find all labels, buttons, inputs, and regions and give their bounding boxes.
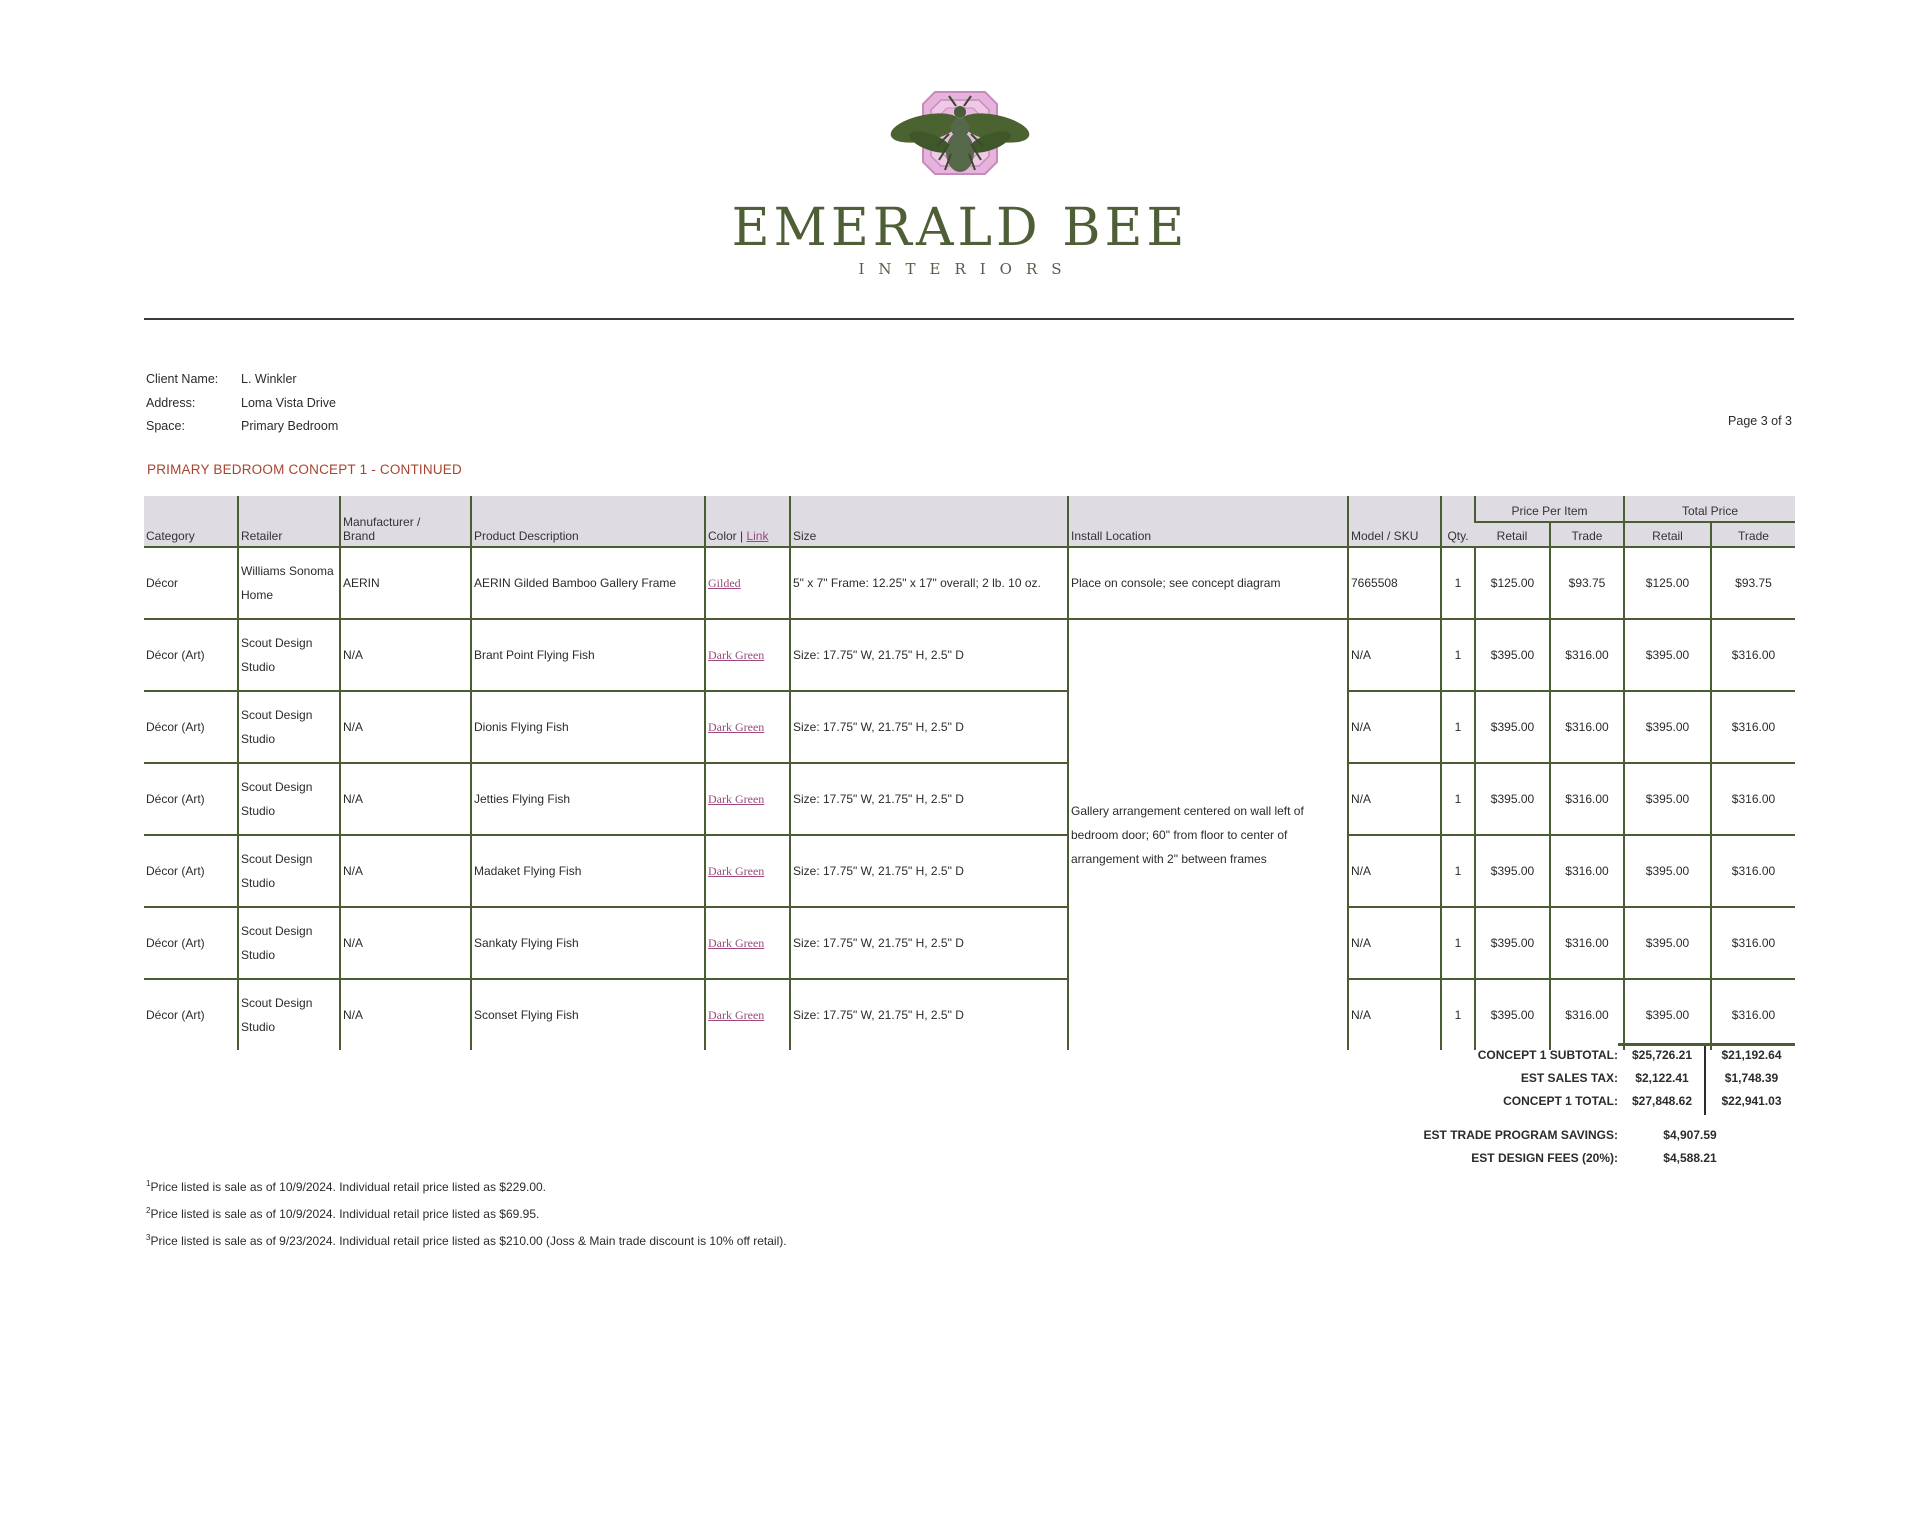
footnote [146,1226,787,1253]
cell-trade: $316.00 [1550,691,1624,763]
cell-brand: N/A [340,763,471,835]
product-table [144,496,1795,1050]
sales-tax-trade: $1,748.39 [1724,1071,1779,1085]
footnote-text: Price listed is sale as of 10/9/2024. Individual retail price listed as $69.95. [150,1207,540,1221]
savings-label: EST TRADE PROGRAM SAVINGS: [1423,1128,1618,1142]
cell-total-trade: $316.00 [1711,691,1795,763]
cell-retailer: Scout Design Studio [238,835,340,907]
cell-size: 5" x 7" Frame: 12.25" x 17" overall; 2 lb. 10 oz. [790,547,1068,619]
brand-name: EMERALD BEE [731,198,1189,258]
cell-retail: $125.00 [1475,547,1550,619]
cell-category: Décor [144,547,238,619]
cell-category: Décor (Art) [144,907,238,979]
header-description: Product Description [471,496,705,547]
cell-model: N/A [1348,835,1441,907]
cell-total-trade: $316.00 [1711,907,1795,979]
totals-divider [1704,1046,1706,1115]
header-total-trade: Trade [1711,522,1795,547]
brand-logo [0,88,1920,288]
header-category: Category [144,496,238,547]
cell-total-retail: $395.00 [1624,691,1711,763]
cell-model: 7665508 [1348,547,1441,619]
cell-retailer: Scout Design Studio [238,763,340,835]
bee-gem-logo-icon [885,88,1035,198]
cell-retailer: Scout Design Studio [238,619,340,691]
subtotal-retail: $25,726.21 [1631,1048,1693,1062]
cell-total-retail: $395.00 [1624,763,1711,835]
cell-retail: $395.00 [1475,979,1550,1050]
header-color-label: Color | [708,529,747,543]
table-row [144,619,1795,691]
cell-description: AERIN Gilded Bamboo Gallery Frame [471,547,705,619]
cell-model: N/A [1348,691,1441,763]
cell-retailer: Williams Sonoma Home [238,547,340,619]
footnote-text: Price listed is sale as of 10/9/2024. Individual retail price listed as $229.00. [150,1180,547,1194]
cell-model: N/A [1348,763,1441,835]
cell-qty: 1 [1441,619,1475,691]
footnote-mark: 1 [146,1179,151,1188]
cell-description: Sankaty Flying Fish [471,907,705,979]
cell-total-retail: $395.00 [1624,835,1711,907]
cell-retail: $395.00 [1475,835,1550,907]
cell-model: N/A [1348,979,1441,1050]
cell-category: Décor (Art) [144,763,238,835]
footnote-text: Price listed is sale as of 9/23/2024. Individual retail price listed as $210.00 (Joss & Main trade discount is 10% off retail). [150,1234,787,1248]
table-row [144,763,1795,835]
cell-size: Size: 17.75" W, 21.75" H, 2.5" D [790,763,1068,835]
header-qty: Qty. [1441,496,1475,547]
cell-description: Jetties Flying Fish [471,763,705,835]
header-color [705,496,790,547]
header-install: Install Location [1068,496,1348,547]
brand-subtitle: INTERIORS [858,260,1076,278]
footnote-mark: 3 [146,1233,151,1242]
cell-total-trade: $316.00 [1711,619,1795,691]
cell-qty: 1 [1441,979,1475,1050]
header-total-price: Total Price [1624,496,1795,522]
client-name-row [146,368,338,392]
cell-total-retail: $395.00 [1624,979,1711,1050]
client-info [146,368,338,439]
cell-retailer: Scout Design Studio [238,907,340,979]
design-fees-label: EST DESIGN FEES (20%): [1471,1151,1618,1165]
header-manufacturer-line1: Manufacturer / [343,515,421,529]
header-divider [144,318,1794,320]
cell-size: Size: 17.75" W, 21.75" H, 2.5" D [790,619,1068,691]
header-model: Model / SKU [1348,496,1441,547]
cell-retail: $395.00 [1475,907,1550,979]
cell-total-trade: $316.00 [1711,835,1795,907]
color-link[interactable]: Dark Green [705,619,790,691]
header-retailer: Retailer [238,496,340,547]
cell-retailer: Scout Design Studio [238,691,340,763]
concept-total-label: CONCEPT 1 TOTAL: [1503,1094,1618,1108]
cell-total-retail: $395.00 [1624,907,1711,979]
cell-trade: $316.00 [1550,907,1624,979]
cell-qty: 1 [1441,835,1475,907]
cell-model: N/A [1348,907,1441,979]
cell-total-retail: $395.00 [1624,619,1711,691]
space-row [146,415,338,439]
header-retail: Retail [1475,522,1550,547]
footnote [146,1199,787,1226]
space-value: Primary Bedroom [241,419,339,433]
header-price-per-item: Price Per Item [1475,496,1624,522]
color-link[interactable]: Dark Green [705,907,790,979]
section-title: PRIMARY BEDROOM CONCEPT 1 - CONTINUED [147,462,462,477]
cell-qty: 1 [1441,547,1475,619]
cell-qty: 1 [1441,907,1475,979]
color-link[interactable]: Dark Green [705,835,790,907]
cell-retail: $395.00 [1475,691,1550,763]
table-row [144,547,1795,619]
header-size: Size [790,496,1068,547]
cell-category: Décor (Art) [144,979,238,1050]
cell-trade: $316.00 [1550,979,1624,1050]
concept-total-trade: $22,941.03 [1721,1094,1782,1108]
cell-description: Sconset Flying Fish [471,979,705,1050]
sales-tax-label: EST SALES TAX: [1520,1071,1618,1085]
address-label: Address: [146,395,196,410]
table-row [144,691,1795,763]
cell-retailer: Scout Design Studio [238,979,340,1050]
address-row [146,392,338,416]
cell-size: Size: 17.75" W, 21.75" H, 2.5" D [790,907,1068,979]
cell-brand: N/A [340,691,471,763]
cell-total-retail: $125.00 [1624,547,1711,619]
cell-size: Size: 17.75" W, 21.75" H, 2.5" D [790,835,1068,907]
header-link-label: Link [746,529,769,543]
design-fees-value: $4,588.21 [1663,1151,1717,1165]
header-trade: Trade [1550,522,1624,547]
cell-trade: $316.00 [1550,763,1624,835]
concept-total-retail: $27,848.62 [1631,1094,1693,1108]
cell-trade: $316.00 [1550,619,1624,691]
table-row [144,907,1795,979]
cell-total-trade: $316.00 [1711,979,1795,1050]
cell-category: Décor (Art) [144,619,238,691]
savings-value: $4,907.59 [1663,1128,1717,1142]
cell-brand: N/A [340,907,471,979]
client-name-label: Client Name: [146,372,219,386]
cell-total-trade: $316.00 [1711,763,1795,835]
color-link[interactable]: Dark Green [705,691,790,763]
cell-retail: $395.00 [1475,763,1550,835]
cell-trade: $93.75 [1550,547,1624,619]
cell-install-gallery: Gallery arrangement centered on wall left of bedroom door; 60" from floor to center of arrangement with 2" between frames [1068,619,1348,1050]
footnote-mark: 2 [146,1206,151,1215]
color-link[interactable]: Dark Green [705,763,790,835]
cell-brand: AERIN [340,547,471,619]
table-header-row-1 [144,496,1795,522]
cell-brand: N/A [340,835,471,907]
color-link[interactable]: Dark Green [705,979,790,1050]
address-value: Loma Vista Drive [241,395,336,410]
cell-description: Madaket Flying Fish [471,835,705,907]
footnote [146,1172,787,1199]
cell-qty: 1 [1441,691,1475,763]
cell-size: Size: 17.75" W, 21.75" H, 2.5" D [790,979,1068,1050]
subtotal-label: CONCEPT 1 SUBTOTAL: [1477,1048,1618,1062]
page-number: Page 3 of 3 [1728,414,1792,428]
cell-brand: N/A [340,979,471,1050]
cell-category: Décor (Art) [144,691,238,763]
cell-install: Place on console; see concept diagram [1068,547,1348,619]
color-link[interactable]: Gilded [705,547,790,619]
cell-description: Dionis Flying Fish [471,691,705,763]
cell-trade: $316.00 [1550,835,1624,907]
subtotal-trade: $21,192.64 [1721,1048,1782,1062]
sales-tax-retail: $2,122.41 [1635,1071,1689,1085]
table-row [144,979,1795,1050]
space-label: Space: [146,419,185,433]
cell-brand: N/A [340,619,471,691]
header-manufacturer-line2: Brand [343,529,376,543]
cell-qty: 1 [1441,763,1475,835]
client-name: L. Winkler [241,372,297,386]
cell-size: Size: 17.75" W, 21.75" H, 2.5" D [790,691,1068,763]
cell-description: Brant Point Flying Fish [471,619,705,691]
cell-retail: $395.00 [1475,619,1550,691]
cell-category: Décor (Art) [144,835,238,907]
table-row [144,835,1795,907]
cell-model: N/A [1348,619,1441,691]
footnotes [146,1172,787,1253]
header-manufacturer [340,496,471,547]
header-total-retail: Retail [1624,522,1711,547]
cell-total-trade: $93.75 [1711,547,1795,619]
